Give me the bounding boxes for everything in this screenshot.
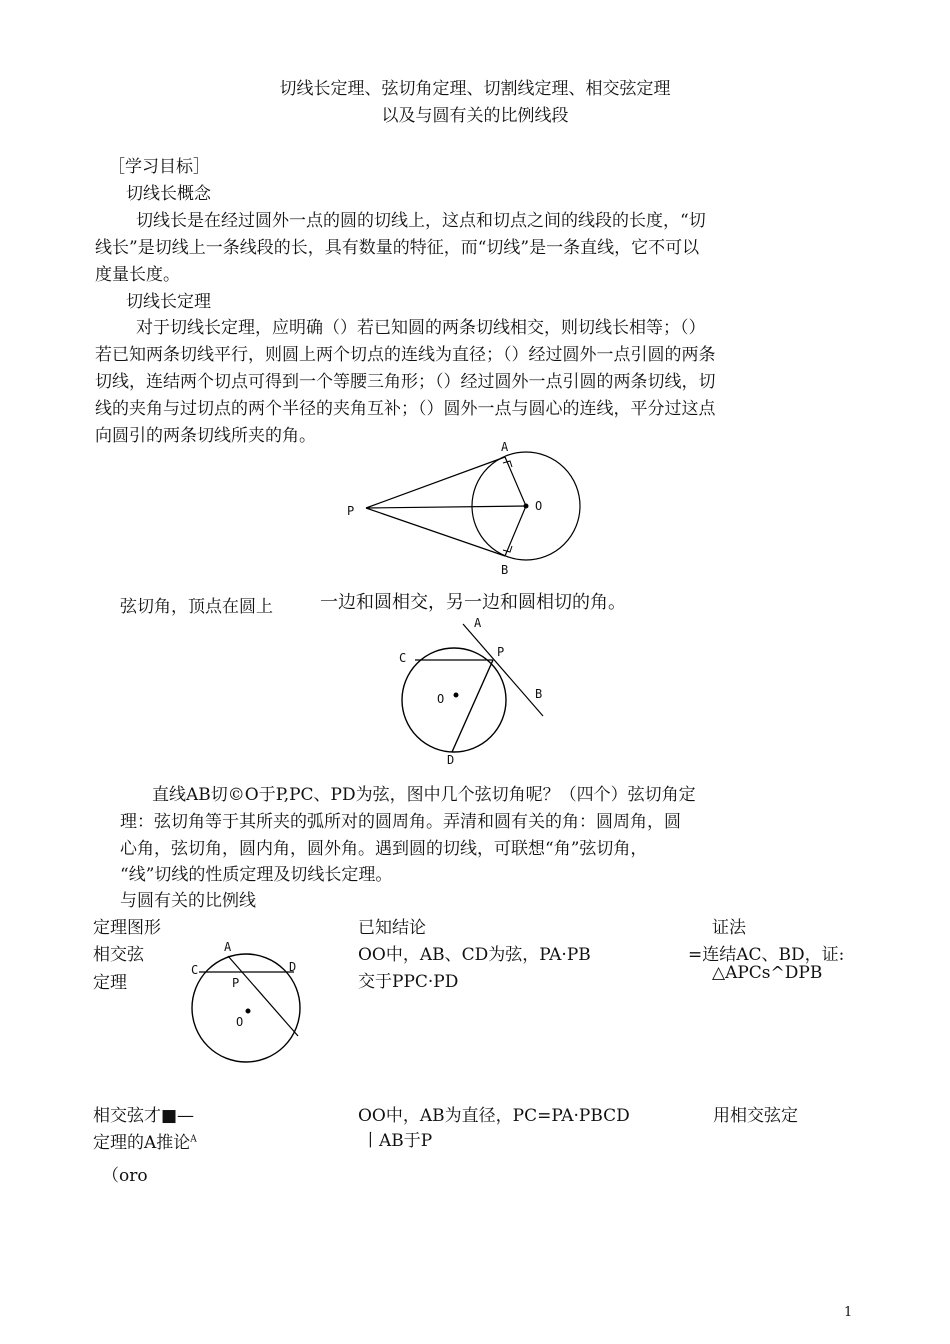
row2-name-sup: A [190,1134,197,1145]
header-conclusion: 已知结论 [358,918,426,938]
label-p-2: P [497,645,505,659]
label-o-2: O [437,692,445,706]
segment-po [366,506,526,508]
center-dot [524,504,528,508]
title-line-2: 以及与圆有关的比例线段 [381,106,569,126]
para2-line-4: “线”切线的性质定理及切线长定理。 [120,865,393,885]
chord-angle-left: 弦切角，顶点在圆上 [120,597,273,617]
header-figure: 定理图形 [93,918,161,938]
chord-angle-right: 一边和圆相交，另一边和圆相切的角。 [320,592,626,613]
concept-line-1: 切线长是在经过圆外一点的圆的切线上，这点和切点之间的线段的长度，“切 [136,211,706,231]
theorem-line-2: 若已知两条切线平行，则圆上两个切点的连线为直径；（）经过圆外一点引圆的两条 [95,345,716,365]
label-a-3: A [224,940,232,954]
row2-name-line-1: 相交弦才■— [93,1106,195,1126]
theorem-line-4: 线的夹角与过切点的两个半径的夹角互补；（）圆外一点与圆心的连线，平分过这点 [95,399,716,419]
header-proof: 证法 [712,918,746,938]
row1-proof-line-1: =连结AC、BD，证: [688,945,845,965]
concept-line-3: 度量长度。 [95,265,180,285]
center-dot-2 [454,693,458,697]
label-b: B [501,563,509,577]
title-line-1: 切线长定理、弦切角定理、切割线定理、相交弦定理 [279,79,671,99]
chord-tangent-figure [390,612,560,770]
row1-proof-line-2: △APCs^DPB [712,963,823,983]
row1-conclusion-line-2: 交于PPC·PD [358,972,459,992]
label-p: P [347,504,355,518]
theorem-line-3: 切线，连结两个切点可得到一个等腰三角形；（）经过圆外一点引圆的两条切线，切 [95,372,716,392]
row2-conclusion-line-2: 丨AB于P [362,1131,433,1151]
label-p-3: P [232,976,240,990]
label-d-2: D [447,753,455,767]
page-number: 1 [844,1305,853,1320]
row2-name-text: 定理的A推论 [93,1133,191,1153]
radius-ob [505,506,526,556]
chord-pd [452,660,493,752]
intersecting-chords-figure [185,935,310,1067]
row1-name-line-1: 相交弦 [93,945,144,965]
tangent-pa [366,457,505,508]
para2-line-3: 心角，弦切角，圆内角，圆外角。遇到圆的切线，可联想“角”弦切角， [120,839,648,859]
row2-name-line-2 [93,1128,197,1153]
circle-o-3 [192,954,300,1062]
tangent-length-figure [340,435,590,580]
label-a-2: A [474,616,482,630]
row2-proof-line-1: 用相交弦定 [713,1106,798,1126]
row2-name-line-3: （oro [102,1166,148,1186]
para2-line-2: 理：弦切角等于其所夹的弧所对的圆周角。弄清和圆有关的角：圆周角，圆 [120,812,681,832]
label-d-3: D [289,960,297,974]
center-dot-3 [246,1009,250,1013]
tangent-pb [366,508,505,556]
row1-conclusion-line-1: OO中，AB、CD为弦，PA·PB [358,945,591,965]
concept-heading: 切线长概念 [126,184,211,204]
label-o: O [535,499,543,513]
circle-o-2 [402,648,506,752]
label-b-2: B [535,687,543,701]
theorem-heading: 切线长定理 [126,292,211,312]
label-c-2: C [399,651,407,665]
label-c-3: C [191,963,199,977]
radius-oa [505,457,526,506]
goal-heading: ［学习目标］ [108,157,210,177]
concept-line-2: 线长”是切线上一条线段的长，具有数量的特征，而“切线”是一条直线，它不可以 [95,238,700,258]
para2-line-1: 直线AB切©O于P,PC、PD为弦，图中几个弦切角呢？（四个）弦切角定 [152,785,696,805]
tangent-ab [463,624,543,716]
label-o-3: O [236,1015,244,1029]
ratio-heading: 与圆有关的比例线 [120,891,256,911]
row2-conclusion-line-1: OO中，AB为直径，PC=PA·PBCD [358,1106,630,1126]
label-a: A [501,440,509,454]
theorem-line-1: 对于切线长定理，应明确（）若已知圆的两条切线相交，则切线长相等；（） [136,318,706,338]
row1-name-line-2: 定理 [93,973,127,993]
theorem-line-5: 向圆引的两条切线所夹的角。 [95,426,316,446]
